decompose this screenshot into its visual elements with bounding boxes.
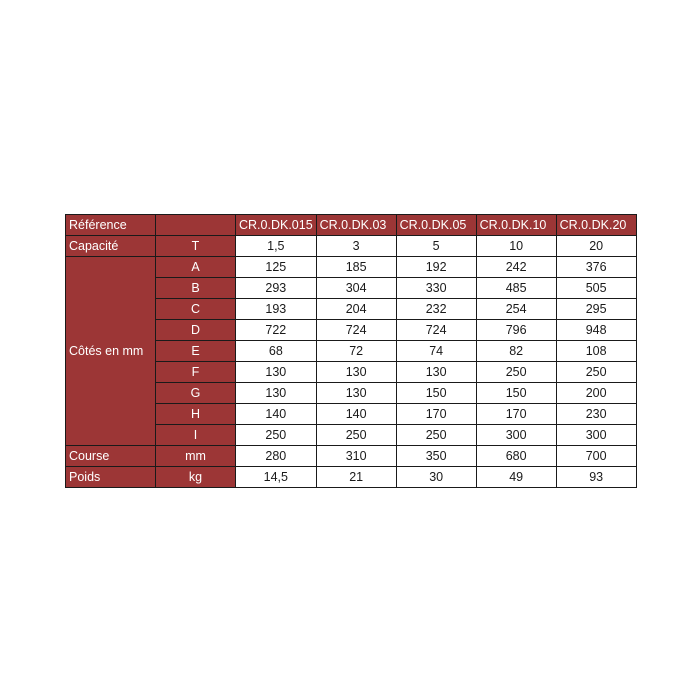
dimension-letter: E [156, 341, 236, 362]
weight-label: Poids [66, 467, 156, 488]
reference-label: Référence [66, 215, 156, 236]
table-cell: 130 [396, 362, 476, 383]
model-header: CR.0.DK.05 [396, 215, 476, 236]
table-cell: 232 [396, 299, 476, 320]
table-cell: 68 [236, 341, 317, 362]
table-cell: 250 [556, 362, 636, 383]
table-cell: 250 [236, 425, 317, 446]
table-cell: 505 [556, 278, 636, 299]
table-cell: 300 [556, 425, 636, 446]
dimension-letter: C [156, 299, 236, 320]
table-cell: 130 [316, 362, 396, 383]
table-cell: 49 [476, 467, 556, 488]
table-cell: 304 [316, 278, 396, 299]
course-unit: mm [156, 446, 236, 467]
table-cell: 30 [396, 467, 476, 488]
table-cell: 330 [396, 278, 476, 299]
capacity-row [66, 236, 637, 257]
table-cell: 140 [316, 404, 396, 425]
table-cell: 130 [236, 383, 317, 404]
table-cell: 300 [476, 425, 556, 446]
weight-unit: kg [156, 467, 236, 488]
model-header: CR.0.DK.20 [556, 215, 636, 236]
table-cell: 250 [396, 425, 476, 446]
spec-table [65, 214, 637, 488]
table-cell: 10 [476, 236, 556, 257]
header-unit-blank [156, 215, 236, 236]
table-cell: 82 [476, 341, 556, 362]
model-header: CR.0.DK.015 [236, 215, 317, 236]
table-cell: 170 [476, 404, 556, 425]
course-label: Course [66, 446, 156, 467]
table-cell: 150 [476, 383, 556, 404]
table-cell: 74 [396, 341, 476, 362]
dimension-row-a [66, 257, 637, 278]
dimension-letter: I [156, 425, 236, 446]
table-cell: 376 [556, 257, 636, 278]
table-cell: 5 [396, 236, 476, 257]
table-cell: 1,5 [236, 236, 317, 257]
dimensions-label: Côtés en mm [66, 257, 156, 446]
table-cell: 485 [476, 278, 556, 299]
capacity-label: Capacité [66, 236, 156, 257]
course-row [66, 446, 637, 467]
model-header: CR.0.DK.03 [316, 215, 396, 236]
table-cell: 192 [396, 257, 476, 278]
dimension-letter: A [156, 257, 236, 278]
table-cell: 204 [316, 299, 396, 320]
table-cell: 310 [316, 446, 396, 467]
table-cell: 280 [236, 446, 317, 467]
capacity-unit: T [156, 236, 236, 257]
table-cell: 125 [236, 257, 317, 278]
table-cell: 193 [236, 299, 317, 320]
dimension-letter: B [156, 278, 236, 299]
table-cell: 724 [396, 320, 476, 341]
table-cell: 20 [556, 236, 636, 257]
table-cell: 150 [396, 383, 476, 404]
table-cell: 21 [316, 467, 396, 488]
table-cell: 680 [476, 446, 556, 467]
table-cell: 700 [556, 446, 636, 467]
table-cell: 170 [396, 404, 476, 425]
header-row [66, 215, 637, 236]
weight-row [66, 467, 637, 488]
table-cell: 14,5 [236, 467, 317, 488]
table-cell: 796 [476, 320, 556, 341]
table-cell: 254 [476, 299, 556, 320]
table-cell: 230 [556, 404, 636, 425]
table-cell: 250 [476, 362, 556, 383]
table-cell: 724 [316, 320, 396, 341]
dimension-letter: D [156, 320, 236, 341]
table-cell: 108 [556, 341, 636, 362]
table-cell: 722 [236, 320, 317, 341]
table-cell: 295 [556, 299, 636, 320]
dimension-letter: H [156, 404, 236, 425]
table-cell: 130 [236, 362, 317, 383]
table-cell: 3 [316, 236, 396, 257]
dimension-letter: F [156, 362, 236, 383]
table-cell: 293 [236, 278, 317, 299]
table-cell: 242 [476, 257, 556, 278]
table-cell: 130 [316, 383, 396, 404]
table-cell: 250 [316, 425, 396, 446]
table-cell: 72 [316, 341, 396, 362]
model-header: CR.0.DK.10 [476, 215, 556, 236]
dimension-letter: G [156, 383, 236, 404]
table-cell: 185 [316, 257, 396, 278]
table-cell: 140 [236, 404, 317, 425]
table-cell: 350 [396, 446, 476, 467]
table-cell: 948 [556, 320, 636, 341]
table-cell: 93 [556, 467, 636, 488]
table-cell: 200 [556, 383, 636, 404]
